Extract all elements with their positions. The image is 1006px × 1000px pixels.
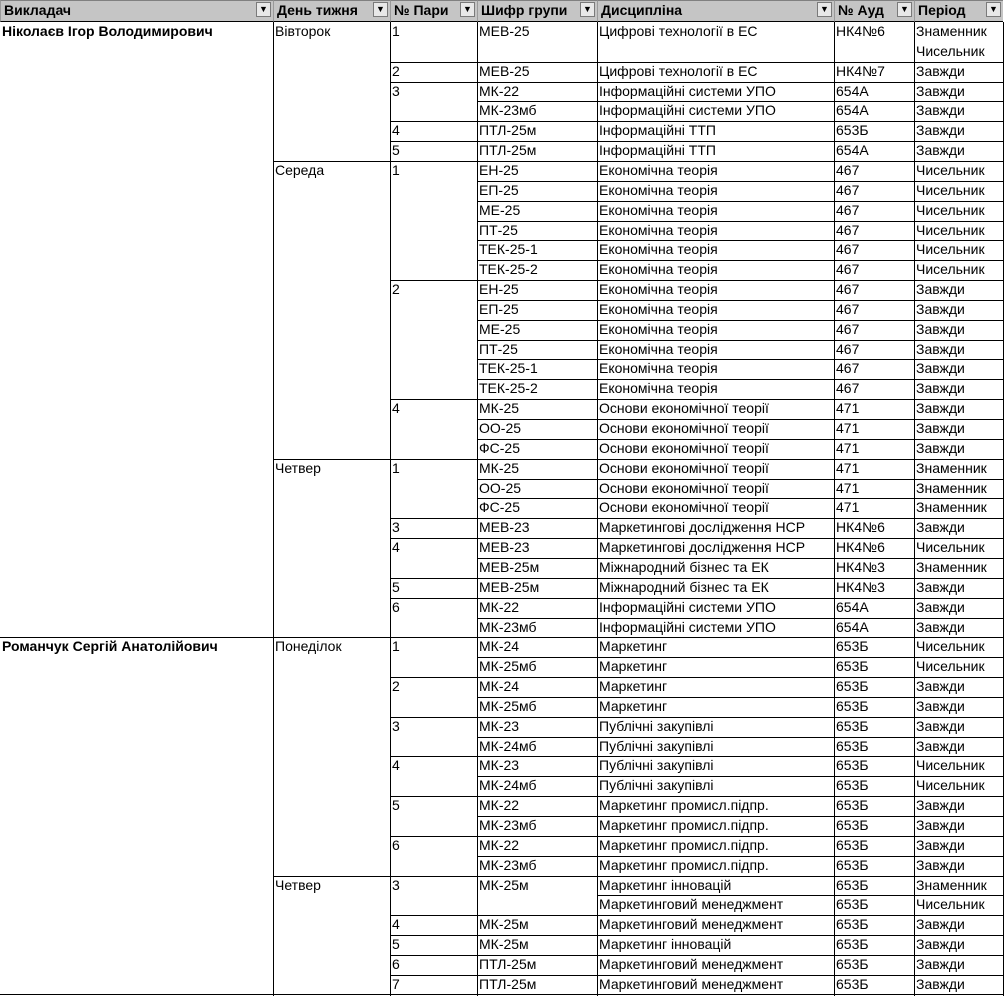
row-border bbox=[477, 340, 1004, 341]
group-code-cell[interactable]: ТЕК-25-1 bbox=[479, 360, 538, 377]
period-cell[interactable]: Чисельник bbox=[916, 757, 985, 774]
pair-number-cell[interactable]: 4 bbox=[392, 539, 400, 556]
header-period[interactable]: Період bbox=[914, 0, 1003, 22]
period-cell[interactable]: Чисельник bbox=[916, 658, 985, 675]
discipline-cell[interactable]: Маркетинг bbox=[599, 678, 668, 695]
discipline-cell[interactable]: Публічні закупівлі bbox=[599, 777, 714, 794]
pair-number-cell[interactable]: 3 bbox=[392, 82, 400, 99]
room-cell[interactable]: 467 bbox=[836, 360, 860, 377]
period-cell[interactable]: Завжди bbox=[916, 439, 965, 456]
period-cell[interactable]: Завжди bbox=[916, 916, 965, 933]
room-cell[interactable]: 654А bbox=[836, 102, 869, 119]
period-cell[interactable]: Завжди bbox=[916, 678, 965, 695]
room-cell[interactable]: 653Б bbox=[836, 817, 869, 833]
pair-number-cell[interactable]: 1 bbox=[392, 161, 400, 178]
row-border bbox=[477, 816, 1004, 817]
pair-number-cell[interactable]: 5 bbox=[392, 936, 400, 953]
filter-dropdown-pair[interactable]: ▼ bbox=[460, 2, 475, 17]
row-border bbox=[477, 300, 1004, 301]
pair-border bbox=[390, 598, 1004, 599]
period-cell[interactable]: Чисельник bbox=[916, 896, 985, 913]
period-cell[interactable]: Знаменник bbox=[916, 479, 987, 496]
group-code-cell[interactable]: ЕН-25 bbox=[479, 161, 519, 178]
row-border bbox=[477, 498, 1004, 499]
filter-dropdown-day[interactable]: ▼ bbox=[373, 2, 388, 17]
filter-dropdown-room[interactable]: ▼ bbox=[897, 2, 912, 17]
room-cell[interactable]: 654А bbox=[836, 598, 869, 615]
pair-border bbox=[390, 538, 1004, 539]
room-cell[interactable]: 467 bbox=[836, 380, 860, 397]
pair-number-cell[interactable]: 1 bbox=[392, 459, 400, 476]
period-cell[interactable]: Завжди bbox=[916, 836, 965, 853]
group-code-cell[interactable]: МЕВ-25 bbox=[479, 62, 530, 79]
row-border bbox=[477, 657, 1004, 658]
teacher-border bbox=[0, 637, 1004, 638]
room-cell[interactable]: 653Б bbox=[836, 876, 869, 893]
pair-number-cell[interactable]: 4 bbox=[392, 122, 400, 139]
group-code-cell[interactable]: ПТЛ-25м bbox=[479, 142, 537, 159]
room-cell[interactable]: 653Б bbox=[836, 797, 869, 814]
discipline-cell[interactable]: Маркетинг інновацій bbox=[599, 876, 732, 893]
period-cell[interactable]: Завжди bbox=[916, 300, 965, 317]
discipline-cell[interactable]: Основи економічної теорії bbox=[599, 420, 769, 436]
discipline-cell[interactable]: Маркетинговий менеджмент bbox=[599, 955, 784, 972]
room-cell[interactable]: 467 bbox=[836, 221, 860, 238]
pair-number-cell[interactable]: 6 bbox=[392, 955, 400, 972]
period-cell[interactable]: Завжди bbox=[916, 320, 965, 337]
column-border bbox=[390, 22, 391, 996]
period-cell[interactable]: Чисельник bbox=[916, 201, 985, 218]
filter-dropdown-teacher[interactable]: ▼ bbox=[256, 2, 271, 17]
pair-border bbox=[390, 82, 1004, 83]
discipline-cell[interactable]: Основи економічної теорії bbox=[599, 479, 769, 496]
discipline-cell[interactable]: Економічна теорія bbox=[599, 241, 718, 258]
column-border bbox=[834, 22, 835, 996]
pair-number-cell[interactable]: 6 bbox=[392, 598, 400, 615]
header-room[interactable]: № Ауд bbox=[834, 0, 914, 22]
room-cell[interactable]: 471 bbox=[836, 400, 860, 417]
discipline-cell[interactable]: Економічна теорія bbox=[599, 360, 718, 377]
discipline-cell[interactable]: Інформаційні системи УПО bbox=[599, 618, 776, 635]
pair-number-cell[interactable]: 5 bbox=[392, 797, 400, 814]
pair-border bbox=[390, 915, 1004, 916]
pair-number-cell[interactable]: 6 bbox=[392, 836, 400, 853]
room-cell[interactable]: 653Б bbox=[836, 936, 869, 953]
room-cell[interactable]: 467 bbox=[836, 181, 860, 198]
room-cell[interactable]: НК4№6 bbox=[836, 539, 885, 556]
period-cell[interactable]: Завжди bbox=[916, 519, 965, 536]
weekday-cell[interactable]: Четвер bbox=[275, 459, 321, 476]
filter-dropdown-period[interactable]: ▼ bbox=[986, 2, 1001, 17]
group-code-cell[interactable]: МК-24мб bbox=[479, 737, 537, 754]
group-code-cell[interactable]: ЕП-25 bbox=[479, 300, 519, 317]
row-border bbox=[477, 439, 1004, 440]
group-code-cell[interactable]: МК-23 bbox=[479, 717, 520, 734]
pair-number-cell[interactable]: 3 bbox=[392, 717, 400, 734]
period-cell[interactable]: Чисельник bbox=[916, 539, 985, 556]
discipline-cell[interactable]: Маркетинг bbox=[599, 638, 668, 655]
period-cell[interactable]: Чисельник bbox=[916, 241, 985, 258]
header-discipline[interactable]: Дисципліна bbox=[597, 0, 834, 22]
group-code-cell[interactable]: МЕ-25 bbox=[479, 320, 521, 337]
row-border bbox=[477, 359, 1004, 360]
discipline-cell[interactable]: Інформаційні ТТП bbox=[599, 122, 716, 139]
row-border bbox=[477, 379, 1004, 380]
row-border bbox=[477, 221, 1004, 222]
period-cell[interactable]: Знаменник bbox=[916, 459, 987, 476]
column-border bbox=[477, 22, 478, 996]
pair-number-cell[interactable]: 4 bbox=[392, 400, 400, 417]
room-cell[interactable]: 653Б bbox=[836, 658, 869, 675]
room-cell[interactable]: 653Б bbox=[836, 678, 869, 695]
group-code-cell[interactable]: МК-25м bbox=[479, 876, 529, 893]
row-border bbox=[477, 201, 1004, 202]
period-cell-second-line[interactable]: Чисельник bbox=[916, 42, 985, 59]
period-cell[interactable]: Завжди bbox=[916, 618, 965, 635]
weekday-cell[interactable]: Середа bbox=[275, 161, 325, 178]
discipline-cell[interactable]: Маркетингові дослідження НСР bbox=[599, 519, 806, 536]
row-border bbox=[477, 181, 1004, 182]
period-cell[interactable]: Завжди bbox=[916, 62, 965, 79]
period-cell[interactable]: Завжди bbox=[916, 142, 965, 159]
room-cell[interactable]: НК4№6 bbox=[836, 519, 885, 536]
group-code-cell[interactable]: МК-25мб bbox=[479, 658, 537, 675]
discipline-cell[interactable]: Економічна теорія bbox=[599, 380, 718, 397]
header-pair[interactable]: № Пари bbox=[390, 0, 477, 22]
period-cell[interactable]: Знаменник bbox=[916, 876, 987, 893]
discipline-cell[interactable]: Цифрові технології в ЕС bbox=[599, 23, 758, 39]
pair-number-cell[interactable]: 1 bbox=[392, 23, 400, 39]
period-cell[interactable]: Знаменник bbox=[916, 558, 987, 575]
discipline-cell[interactable]: Економічна теорія bbox=[599, 221, 718, 238]
discipline-cell[interactable]: Економічна теорія bbox=[599, 181, 718, 198]
discipline-cell[interactable]: Публічні закупівлі bbox=[599, 737, 714, 754]
period-cell[interactable]: Знаменник bbox=[916, 23, 987, 39]
pair-border bbox=[390, 518, 1004, 519]
pair-number-cell[interactable]: 1 bbox=[392, 638, 400, 655]
pair-number-cell[interactable]: 2 bbox=[392, 678, 400, 695]
period-cell[interactable]: Завжди bbox=[916, 400, 965, 417]
pair-number-cell[interactable]: 5 bbox=[392, 578, 400, 595]
teacher-name-cell[interactable]: Ніколаєв Ігор Володимирович bbox=[2, 23, 213, 39]
period-cell[interactable]: Завжди bbox=[916, 102, 965, 119]
discipline-cell[interactable]: Інформаційні системи УПО bbox=[599, 598, 776, 615]
group-code-cell[interactable]: МЕВ-25 bbox=[479, 23, 530, 39]
room-cell[interactable]: 653Б bbox=[836, 697, 869, 714]
pair-border bbox=[390, 141, 1004, 142]
row-border bbox=[477, 101, 1004, 102]
discipline-cell[interactable]: Публічні закупівлі bbox=[599, 717, 714, 734]
discipline-cell[interactable]: Публічні закупівлі bbox=[599, 757, 714, 774]
room-cell[interactable]: 653Б bbox=[836, 896, 869, 913]
room-cell[interactable]: 653Б bbox=[836, 122, 869, 139]
pair-number-cell[interactable]: 7 bbox=[392, 975, 400, 992]
room-cell[interactable]: 467 bbox=[836, 261, 860, 278]
period-cell[interactable]: Знаменник bbox=[916, 499, 987, 516]
discipline-cell[interactable]: Економічна теорія bbox=[599, 320, 718, 337]
header-day[interactable]: День тижня bbox=[273, 0, 390, 22]
group-code-cell[interactable]: МК-25м bbox=[479, 916, 529, 933]
group-code-cell[interactable]: МК-23мб bbox=[479, 856, 537, 873]
group-code-cell[interactable]: МЕВ-23 bbox=[479, 539, 530, 556]
group-code-cell[interactable]: ФС-25 bbox=[479, 499, 520, 516]
discipline-cell[interactable]: Маркетинговий менеджмент bbox=[599, 916, 784, 933]
room-cell[interactable]: 653Б bbox=[836, 836, 869, 853]
discipline-cell[interactable]: Економічна теорія bbox=[599, 201, 718, 218]
row-border bbox=[477, 479, 1004, 480]
period-cell[interactable]: Завжди bbox=[916, 817, 965, 833]
pair-number-cell[interactable]: 4 bbox=[392, 757, 400, 774]
row-border bbox=[477, 856, 1004, 857]
group-code-cell[interactable]: МК-22 bbox=[479, 82, 520, 99]
discipline-cell[interactable]: Маркетинг інновацій bbox=[599, 936, 732, 953]
period-cell[interactable]: Завжди bbox=[916, 955, 965, 972]
period-cell[interactable]: Чисельник bbox=[916, 161, 985, 178]
row-border bbox=[477, 697, 1004, 698]
room-cell[interactable]: НК4№6 bbox=[836, 23, 885, 39]
row-border bbox=[477, 558, 1004, 559]
group-code-cell[interactable]: ТЕК-25-1 bbox=[479, 241, 538, 258]
group-code-cell[interactable]: ФС-25 bbox=[479, 439, 520, 456]
room-cell[interactable]: НК4№3 bbox=[836, 558, 885, 575]
group-code-cell[interactable]: МЕВ-23 bbox=[479, 519, 530, 536]
group-code-cell[interactable]: ПТЛ-25м bbox=[479, 955, 537, 972]
weekday-cell[interactable]: Вівторок bbox=[275, 23, 331, 39]
filter-dropdown-group[interactable]: ▼ bbox=[580, 2, 595, 17]
room-cell[interactable]: 471 bbox=[836, 459, 860, 476]
period-cell[interactable]: Чисельник bbox=[916, 261, 985, 278]
discipline-cell[interactable]: Маркетингові дослідження НСР bbox=[599, 539, 806, 556]
period-cell[interactable]: Завжди bbox=[916, 360, 965, 377]
period-cell[interactable]: Завжди bbox=[916, 281, 965, 298]
pair-border bbox=[390, 578, 1004, 579]
column-border bbox=[1003, 22, 1004, 996]
discipline-cell[interactable]: Економічна теорія bbox=[599, 300, 718, 317]
pair-number-cell[interactable]: 4 bbox=[392, 916, 400, 933]
row-border bbox=[477, 419, 1004, 420]
table-bottom-border bbox=[0, 994, 1004, 995]
group-code-cell[interactable]: МК-23 bbox=[479, 757, 520, 774]
group-code-cell[interactable]: МК-25м bbox=[479, 936, 529, 953]
pair-border bbox=[390, 62, 1004, 63]
pair-border bbox=[390, 935, 1004, 936]
row-border bbox=[477, 618, 1004, 619]
discipline-cell[interactable]: Міжнародний бізнес та ЕК bbox=[599, 558, 769, 575]
period-cell[interactable]: Завжди bbox=[916, 420, 965, 436]
discipline-cell[interactable]: Маркетинговий менеджмент bbox=[599, 975, 784, 992]
period-cell[interactable]: Завжди bbox=[916, 340, 965, 357]
pair-border bbox=[390, 677, 1004, 678]
weekday-cell[interactable]: Понеділок bbox=[275, 638, 342, 655]
day-border bbox=[273, 876, 1004, 877]
group-code-cell[interactable]: МК-24 bbox=[479, 678, 520, 695]
period-cell[interactable]: Завжди bbox=[916, 380, 965, 397]
group-code-cell[interactable]: ПТЛ-25м bbox=[479, 122, 537, 139]
discipline-cell[interactable]: Маркетинг bbox=[599, 697, 668, 714]
period-cell[interactable]: Завжди bbox=[916, 598, 965, 615]
discipline-cell[interactable]: Економічна теорія bbox=[599, 161, 718, 178]
group-code-cell[interactable]: МК-23мб bbox=[479, 618, 537, 635]
room-cell[interactable]: 654А bbox=[836, 618, 869, 635]
pair-border bbox=[390, 975, 1004, 976]
pair-border bbox=[390, 796, 1004, 797]
group-code-cell[interactable]: МК-22 bbox=[479, 598, 520, 615]
group-code-cell[interactable]: МЕ-25 bbox=[479, 201, 521, 218]
room-cell[interactable]: 654А bbox=[836, 82, 869, 99]
room-cell[interactable]: 471 bbox=[836, 499, 860, 516]
discipline-cell[interactable]: Маркетинг bbox=[599, 658, 668, 675]
teacher-name-cell[interactable]: Романчук Сергій Анатолійович bbox=[2, 638, 218, 655]
room-cell[interactable]: 467 bbox=[836, 340, 860, 357]
room-cell[interactable]: НК4№7 bbox=[836, 62, 885, 79]
room-cell[interactable]: 471 bbox=[836, 420, 860, 436]
discipline-cell[interactable]: Інформаційні ТТП bbox=[599, 142, 716, 159]
period-cell[interactable]: Чисельник bbox=[916, 181, 985, 198]
row-border bbox=[477, 737, 1004, 738]
room-cell[interactable]: 653Б bbox=[836, 757, 869, 774]
period-cell[interactable]: Завжди bbox=[916, 82, 965, 99]
period-cell[interactable]: Завжди bbox=[916, 936, 965, 953]
group-code-cell[interactable]: МК-22 bbox=[479, 836, 520, 853]
discipline-cell[interactable]: Цифрові технології в ЕС bbox=[599, 62, 758, 79]
filter-dropdown-discipline[interactable]: ▼ bbox=[817, 2, 832, 17]
pair-border bbox=[390, 280, 1004, 281]
pair-border bbox=[390, 399, 1004, 400]
group-code-cell[interactable]: МК-25мб bbox=[479, 697, 537, 714]
period-cell[interactable]: Чисельник bbox=[916, 221, 985, 238]
period-cell[interactable]: Чисельник bbox=[916, 638, 985, 655]
room-cell[interactable]: 467 bbox=[836, 300, 860, 317]
pair-border bbox=[390, 121, 1004, 122]
room-cell[interactable]: 471 bbox=[836, 479, 860, 496]
group-code-cell[interactable]: ЕН-25 bbox=[479, 281, 519, 298]
row-border bbox=[597, 895, 1004, 896]
group-code-cell[interactable]: МК-25 bbox=[479, 400, 520, 417]
weekday-cell[interactable]: Четвер bbox=[275, 876, 321, 893]
group-code-cell[interactable]: МЕВ-25м bbox=[479, 578, 540, 595]
group-code-cell[interactable]: МЕВ-25м bbox=[479, 558, 540, 575]
group-code-cell[interactable]: МК-22 bbox=[479, 797, 520, 814]
room-cell[interactable]: 467 bbox=[836, 241, 860, 258]
group-code-cell[interactable]: ОО-25 bbox=[479, 479, 522, 496]
group-code-cell[interactable]: МК-24мб bbox=[479, 777, 537, 794]
room-cell[interactable]: 653Б bbox=[836, 717, 869, 734]
room-cell[interactable]: 467 bbox=[836, 161, 860, 178]
discipline-cell[interactable]: Маркетинг промисл.підпр. bbox=[599, 836, 769, 853]
room-cell[interactable]: НК4№3 bbox=[836, 578, 885, 595]
room-cell[interactable]: 653Б bbox=[836, 638, 869, 655]
day-border bbox=[273, 459, 1004, 460]
group-code-cell[interactable]: ОО-25 bbox=[479, 420, 522, 436]
period-cell[interactable]: Завжди bbox=[916, 737, 965, 754]
period-cell[interactable]: Завжди bbox=[916, 856, 965, 873]
discipline-cell[interactable]: Інформаційні системи УПО bbox=[599, 102, 776, 119]
group-code-cell[interactable]: МК-23мб bbox=[479, 817, 537, 833]
period-cell[interactable]: Завжди bbox=[916, 578, 965, 595]
pair-number-cell[interactable]: 5 bbox=[392, 142, 400, 159]
room-cell[interactable]: 467 bbox=[836, 281, 860, 298]
period-cell[interactable]: Завжди bbox=[916, 717, 965, 734]
discipline-cell[interactable]: Основи економічної теорії bbox=[599, 400, 769, 417]
discipline-cell[interactable]: Основи економічної теорії bbox=[599, 499, 769, 516]
room-cell[interactable]: 653Б bbox=[836, 955, 869, 972]
pair-number-cell[interactable]: 2 bbox=[392, 281, 400, 298]
group-code-cell[interactable]: ТЕК-25-2 bbox=[479, 380, 538, 397]
header-teacher[interactable]: Викладач bbox=[0, 0, 273, 22]
group-code-cell[interactable]: МК-23мб bbox=[479, 102, 537, 119]
discipline-cell[interactable]: Маркетинг промисл.підпр. bbox=[599, 797, 769, 814]
room-cell[interactable]: 653Б bbox=[836, 737, 869, 754]
pair-border bbox=[390, 717, 1004, 718]
discipline-cell[interactable]: Маркетинг промисл.підпр. bbox=[599, 856, 769, 873]
room-cell[interactable]: 654А bbox=[836, 142, 869, 159]
group-code-cell[interactable]: МК-24 bbox=[479, 638, 520, 655]
row-border bbox=[477, 320, 1004, 321]
row-border bbox=[477, 260, 1004, 261]
pair-number-cell[interactable]: 3 bbox=[392, 519, 400, 536]
row-border bbox=[477, 240, 1004, 241]
discipline-cell[interactable]: Маркетинговий менеджмент bbox=[599, 896, 784, 913]
discipline-cell[interactable]: Міжнародний бізнес та ЕК bbox=[599, 578, 769, 595]
room-cell[interactable]: 467 bbox=[836, 201, 860, 218]
room-cell[interactable]: 471 bbox=[836, 439, 860, 456]
discipline-cell[interactable]: Основи економічної теорії bbox=[599, 459, 769, 476]
period-cell[interactable]: Завжди bbox=[916, 122, 965, 139]
period-cell[interactable]: Завжди bbox=[916, 697, 965, 714]
pair-number-cell[interactable]: 2 bbox=[392, 62, 400, 79]
discipline-cell[interactable]: Економічна теорія bbox=[599, 281, 718, 298]
row-border bbox=[477, 776, 1004, 777]
room-cell[interactable]: 653Б bbox=[836, 777, 869, 794]
room-cell[interactable]: 653Б bbox=[836, 916, 869, 933]
header-group[interactable]: Шифр групи bbox=[477, 0, 597, 22]
room-cell[interactable]: 467 bbox=[836, 320, 860, 337]
group-code-cell[interactable]: ЕП-25 bbox=[479, 181, 519, 198]
period-cell[interactable]: Завжди bbox=[916, 797, 965, 814]
period-cell[interactable]: Чисельник bbox=[916, 777, 985, 794]
day-border bbox=[273, 161, 1004, 162]
pair-border bbox=[390, 955, 1004, 956]
discipline-cell[interactable]: Економічна теорія bbox=[599, 261, 718, 278]
pair-border bbox=[390, 836, 1004, 837]
discipline-cell[interactable]: Основи економічної теорії bbox=[599, 439, 769, 456]
column-border bbox=[914, 22, 915, 996]
discipline-cell[interactable]: Економічна теорія bbox=[599, 340, 718, 357]
group-code-cell[interactable]: МК-25 bbox=[479, 459, 520, 476]
column-border bbox=[597, 22, 598, 996]
group-code-cell[interactable]: ТЕК-25-2 bbox=[479, 261, 538, 278]
room-cell[interactable]: 653Б bbox=[836, 975, 869, 992]
pair-number-cell[interactable]: 3 bbox=[392, 876, 400, 893]
discipline-cell[interactable]: Інформаційні системи УПО bbox=[599, 82, 776, 99]
group-code-cell[interactable]: ПТ-25 bbox=[479, 340, 518, 357]
group-code-cell[interactable]: ПТ-25 bbox=[479, 221, 518, 238]
room-cell[interactable]: 653Б bbox=[836, 856, 869, 873]
discipline-cell[interactable]: Маркетинг промисл.підпр. bbox=[599, 817, 769, 833]
period-cell[interactable]: Завжди bbox=[916, 975, 965, 992]
column-border bbox=[273, 22, 274, 996]
group-code-cell[interactable]: ПТЛ-25м bbox=[479, 975, 537, 992]
pair-border bbox=[390, 756, 1004, 757]
